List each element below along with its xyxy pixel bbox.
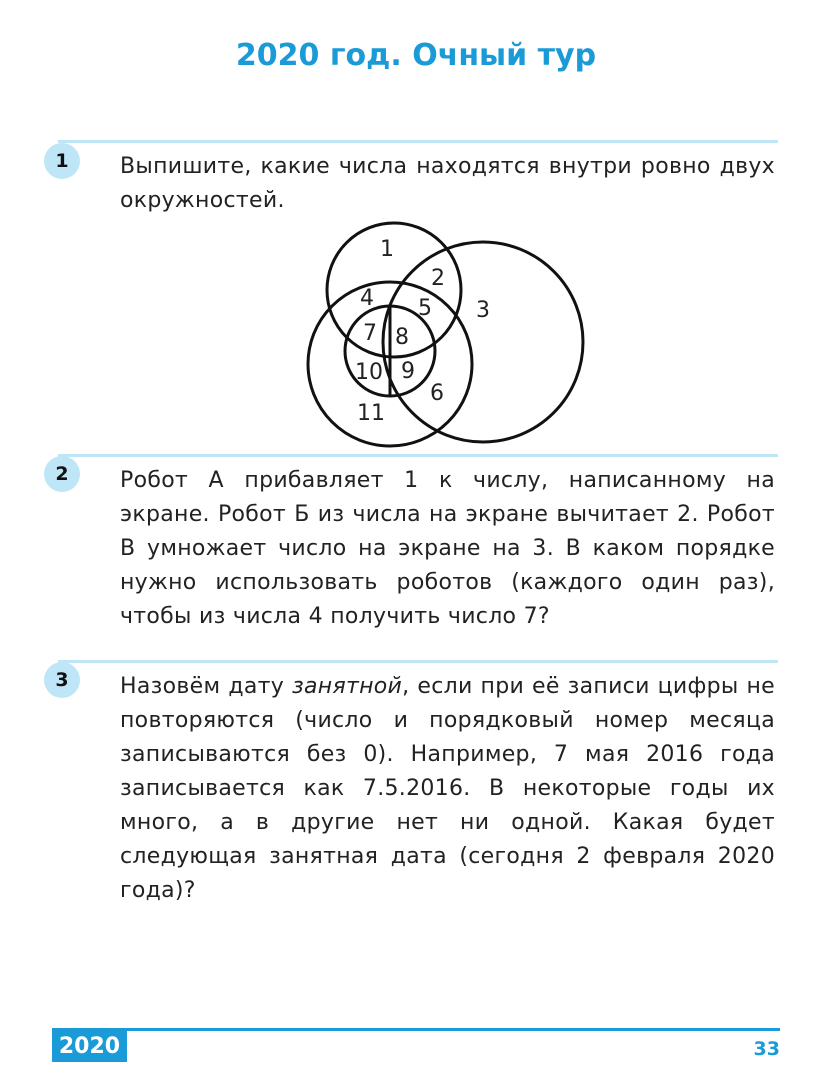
venn-label: 11 <box>357 401 385 426</box>
task-2-number-badge: 2 <box>44 456 80 492</box>
venn-label: 6 <box>430 381 444 406</box>
task-3-text <box>120 670 775 908</box>
task-1-number-badge: 1 <box>44 143 80 179</box>
task-3-text-rest: , если при её записи цифры не повторяются (число и порядковый номер месяца записываются без 0). Например, 7 мая 2016 года записывается как 7.5.2016. В некоторые годы их много, а в другие нет ни одной. Какая будет следующая занятная дата (сегодня 2 февраля 2020 года)? <box>120 674 775 903</box>
task-3-term: занятной <box>292 674 403 699</box>
task-3-text-start: Назовём дату <box>120 674 292 699</box>
venn-label: 3 <box>476 298 490 323</box>
footer-year-badge: 2020 <box>52 1030 127 1062</box>
venn-label: 10 <box>355 360 383 385</box>
venn-label: 9 <box>401 359 415 384</box>
task-1-divider <box>58 140 778 143</box>
task-3-number-badge: 3 <box>44 662 80 698</box>
footer-divider <box>52 1028 780 1031</box>
task-3-divider <box>58 660 778 663</box>
venn-label: 1 <box>380 237 394 262</box>
venn-circle-right <box>383 242 583 442</box>
venn-label: 8 <box>395 325 409 350</box>
venn-diagram <box>300 218 600 448</box>
task-2-text: Робот А прибавляет 1 к числу, написанному на экране. Робот Б из числа на экране вычитает 2. Робот В умножает число на экране на 3. В каком порядке нужно использовать роботов (каждого один раз), чтобы из числа 4 получить число 7? <box>120 468 775 629</box>
page-number: 33 <box>753 1038 780 1060</box>
task-2-divider <box>58 454 778 457</box>
page-title: 2020 год. Очный тур <box>235 38 597 73</box>
venn-label: 5 <box>418 296 432 321</box>
task-1-text: Выпишите, какие числа находятся внутри ровно двух окружностей. <box>120 154 775 213</box>
venn-label: 7 <box>363 321 377 346</box>
venn-label: 4 <box>360 286 374 311</box>
venn-label: 2 <box>431 266 445 291</box>
